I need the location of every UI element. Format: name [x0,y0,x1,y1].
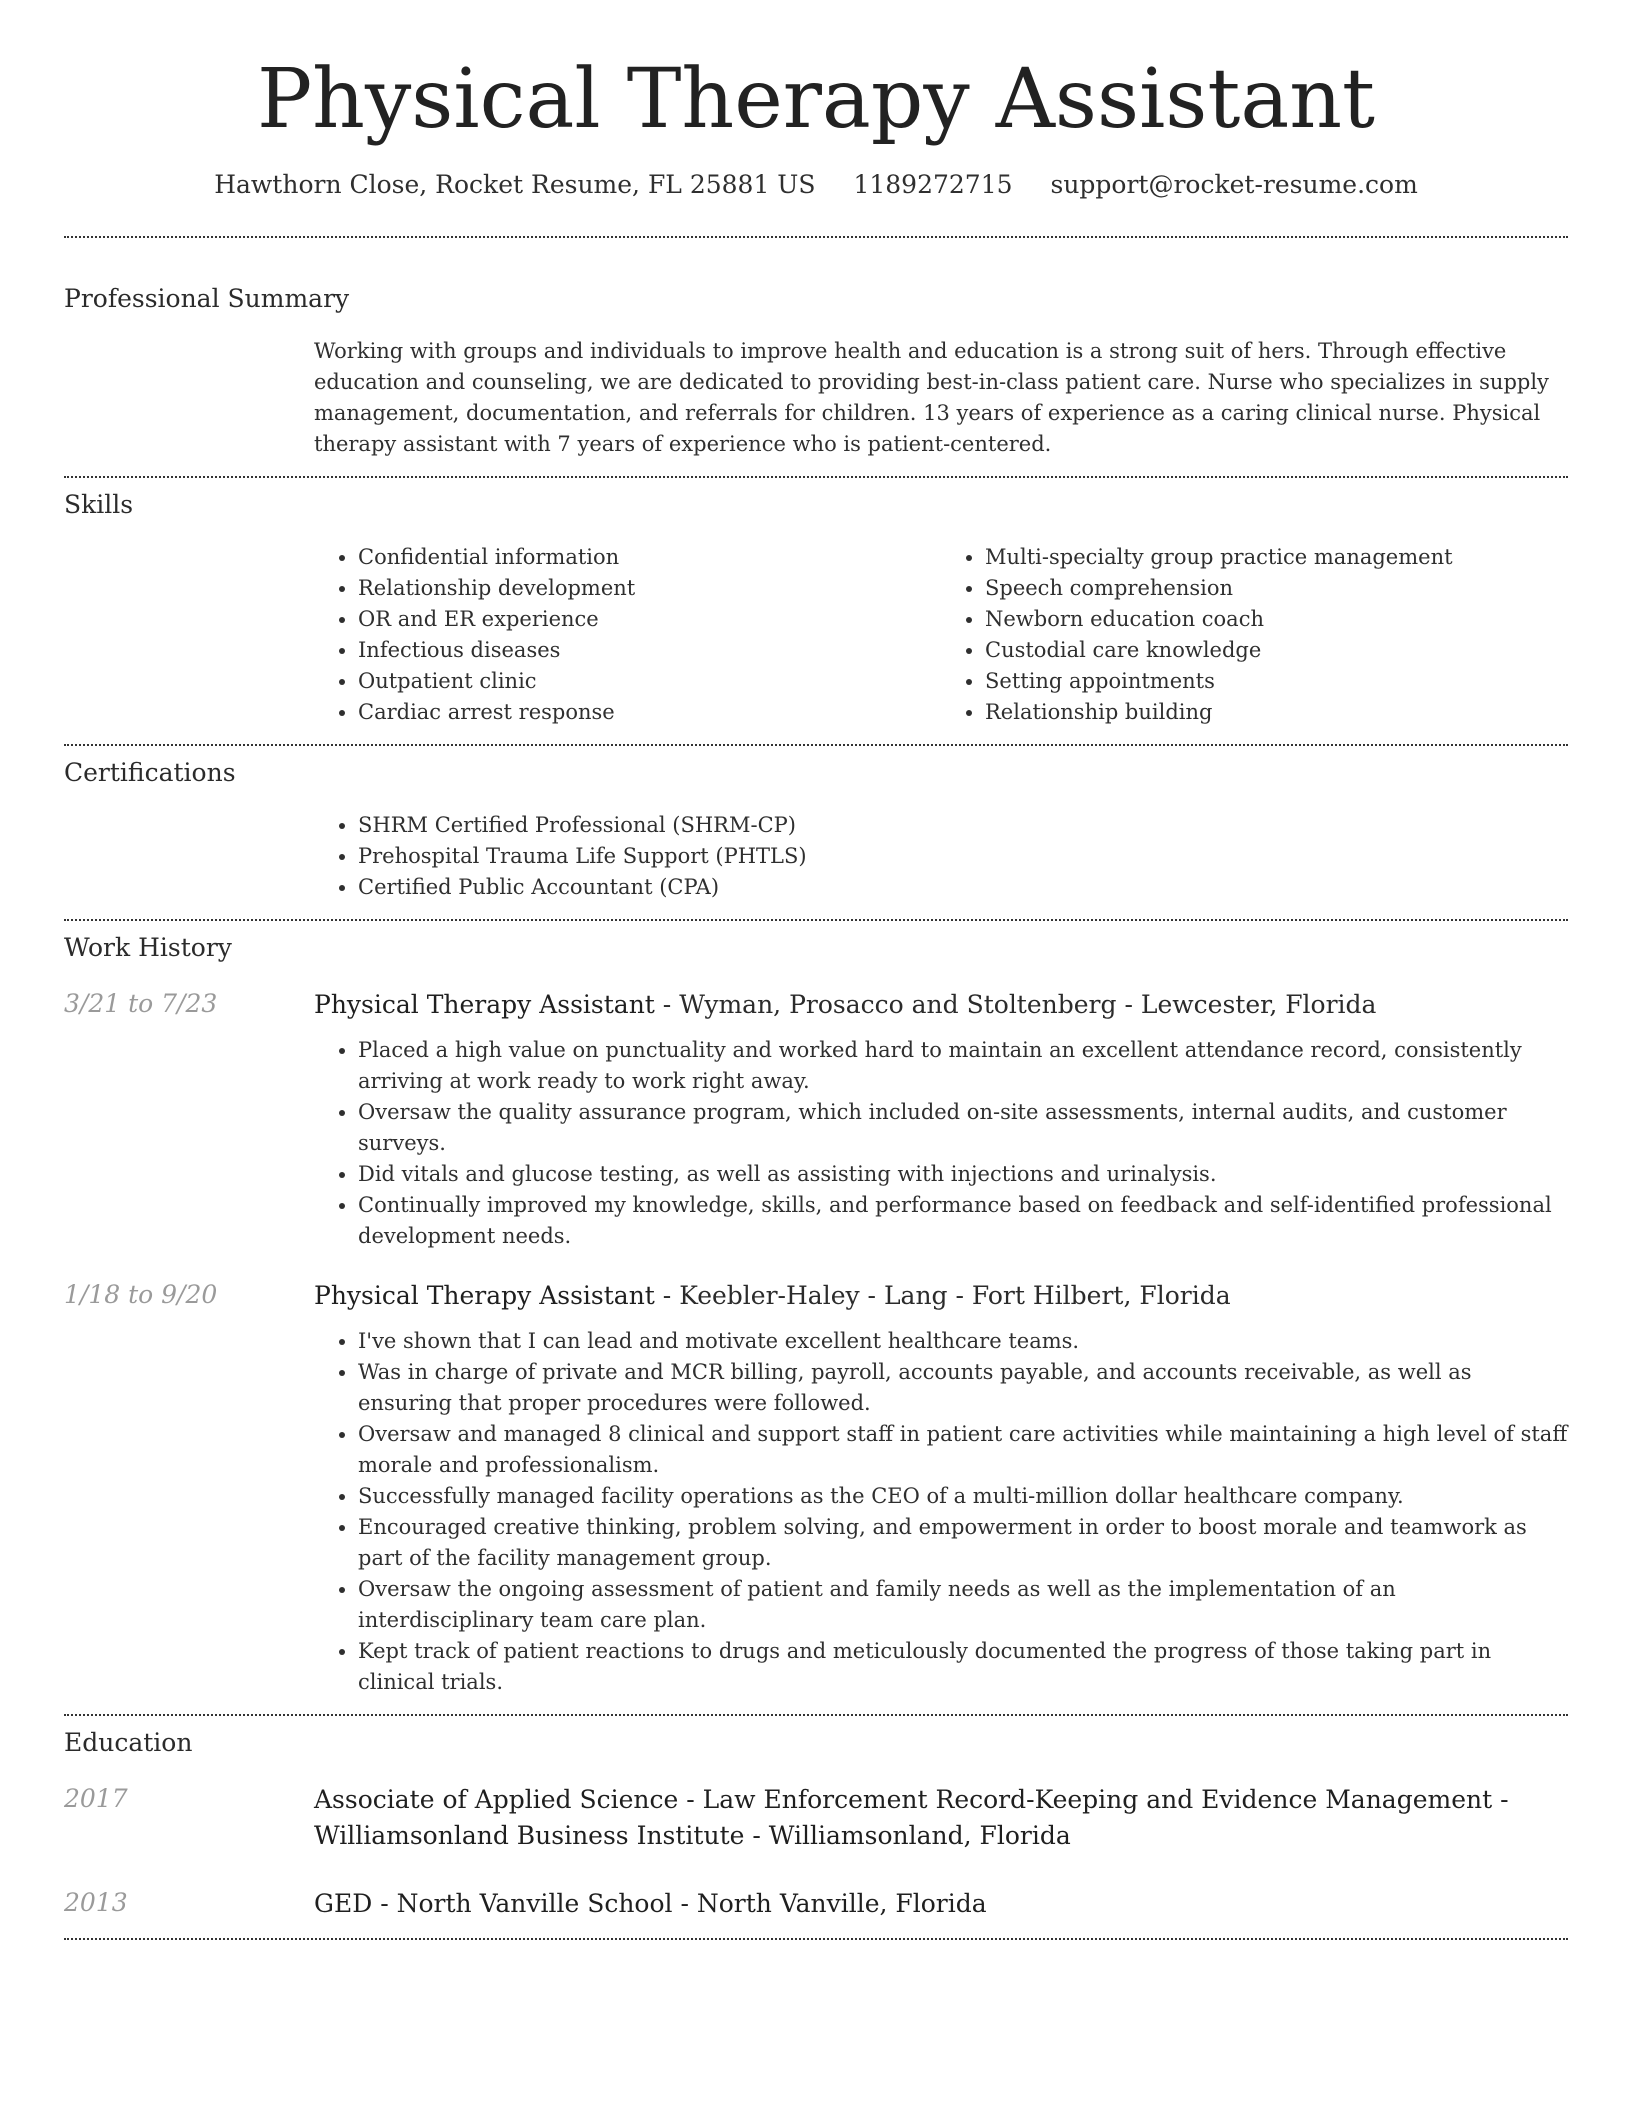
work-section [64,931,1568,1698]
skills-section [64,488,1568,728]
list-item: • Speech comprehension [985,573,1568,604]
divider [64,236,1568,238]
contact-line [64,168,1568,202]
page-title: Physical Therapy Assistant [256,52,1375,147]
education-entry [64,1782,1568,1854]
job-date: 3/21 to 7/23 [64,989,218,1018]
list-item: • Was in charge of private and MCR billing, payroll, accounts payable, and accounts receivable, as well as ensuring that proper procedures were followed. [358,1357,1568,1419]
list-item: • OR and ER experience [358,604,941,635]
job-entry [64,1278,1568,1698]
education-text: Associate of Applied Science - Law Enforcement Record-Keeping and Evidence Management - Williamsonland Business Institute - Williamsonland, Florida [314,1785,1509,1850]
list-item: • I've shown that I can lead and motivate excellent healthcare teams. [358,1326,1568,1357]
job-body [314,987,1568,1252]
section-title-skills: Skills [64,490,134,519]
job-employer: - Wyman, Prosacco and Stoltenberg - Lewcester, Florida [654,990,1377,1019]
job-heading [314,987,1568,1023]
certifications-section [64,756,1568,903]
certifications-list [314,810,1568,903]
resume-page [64,0,1568,1940]
list-item: • Oversaw the quality assurance program, which included on-site assessments, internal audits, and customer surveys. [358,1097,1568,1159]
list-item: • SHRM Certified Professional (SHRM-CP) [358,810,1568,841]
list-item: • Placed a high value on punctuality and worked hard to maintain an excellent attendance record, consistently arriving at work ready to work right away. [358,1035,1568,1097]
contact-address: Hawthorn Close, Rocket Resume, FL 25881 US [214,170,816,199]
education-date: 2017 [64,1784,128,1813]
divider [64,1938,1568,1940]
skills-column-left [314,542,941,728]
list-item: • Certified Public Accountant (CPA) [358,872,1568,903]
list-item: • Multi-specialty group practice management [985,542,1568,573]
education-date: 2013 [64,1888,128,1917]
job-title: Physical Therapy Assistant [314,1281,655,1310]
list-item: • Confidential information [358,542,941,573]
list-item: • Outpatient clinic [358,666,941,697]
list-item: • Successfully managed facility operations as the CEO of a multi-million dollar healthcare company. [358,1481,1568,1512]
job-heading [314,1278,1568,1314]
job-body [314,1278,1568,1698]
divider [64,476,1568,478]
list-item: • Continually improved my knowledge, skills, and performance based on feedback and self-identified professional development needs. [358,1190,1568,1252]
list-item: • Infectious diseases [358,635,941,666]
list-item: • Encouraged creative thinking, problem solving, and empowerment in order to boost morale and teamwork as part of the facility management group. [358,1512,1568,1574]
section-title-education: Education [64,1728,193,1757]
list-item: • Did vitals and glucose testing, as well as assisting with injections and urinalysis. [358,1159,1568,1190]
list-item: • Setting appointments [985,666,1568,697]
divider [64,919,1568,921]
list-item: • Prehospital Trauma Life Support (PHTLS) [358,841,1568,872]
job-employer: - Keebler-Haley - Lang - Fort Hilbert, Florida [654,1281,1231,1310]
list-item: • Cardiac arrest response [358,697,941,728]
contact-email: support@rocket-resume.com [1050,170,1418,199]
section-title-summary: Professional Summary [64,284,350,313]
divider [64,744,1568,746]
summary-section [64,282,1568,460]
job-entry [64,987,1568,1252]
list-item: • Kept track of patient reactions to drugs and meticulously documented the progress of those taking part in clinical trials. [358,1636,1568,1698]
contact-phone: 1189272715 [853,170,1013,199]
list-item: • Relationship building [985,697,1568,728]
section-title-certifications: Certifications [64,758,236,787]
job-date: 1/18 to 9/20 [64,1280,218,1309]
list-item: • Relationship development [358,573,941,604]
education-section [64,1726,1568,1922]
education-entry [64,1886,1568,1922]
skills-list [314,542,1568,728]
job-title: Physical Therapy Assistant [314,990,655,1019]
list-item: • Oversaw the ongoing assessment of patient and family needs as well as the implementation of an interdisciplinary team care plan. [358,1574,1568,1636]
job-bullets [314,1035,1568,1252]
skills-column-right [941,542,1568,728]
education-text: GED - North Vanville School - North Vanville, Florida [314,1889,987,1918]
list-item: • Newborn education coach [985,604,1568,635]
list-item: • Oversaw and managed 8 clinical and support staff in patient care activities while maintaining a high level of staff morale and professionalism. [358,1419,1568,1481]
divider [64,1714,1568,1716]
list-item: • Custodial care knowledge [985,635,1568,666]
job-bullets [314,1326,1568,1698]
section-title-work: Work History [64,933,232,962]
summary-text: Working with groups and individuals to improve health and education is a strong suit of hers. Through effective education and counseling, we are dedicated to providing best-in-class patient care. Nurse who specializes in supply management, documentation, and referrals for children. 13 years of experience as a caring clinical nurse. Physical therapy assistant with 7 years of experience who is patient-centered. [314,339,1549,456]
